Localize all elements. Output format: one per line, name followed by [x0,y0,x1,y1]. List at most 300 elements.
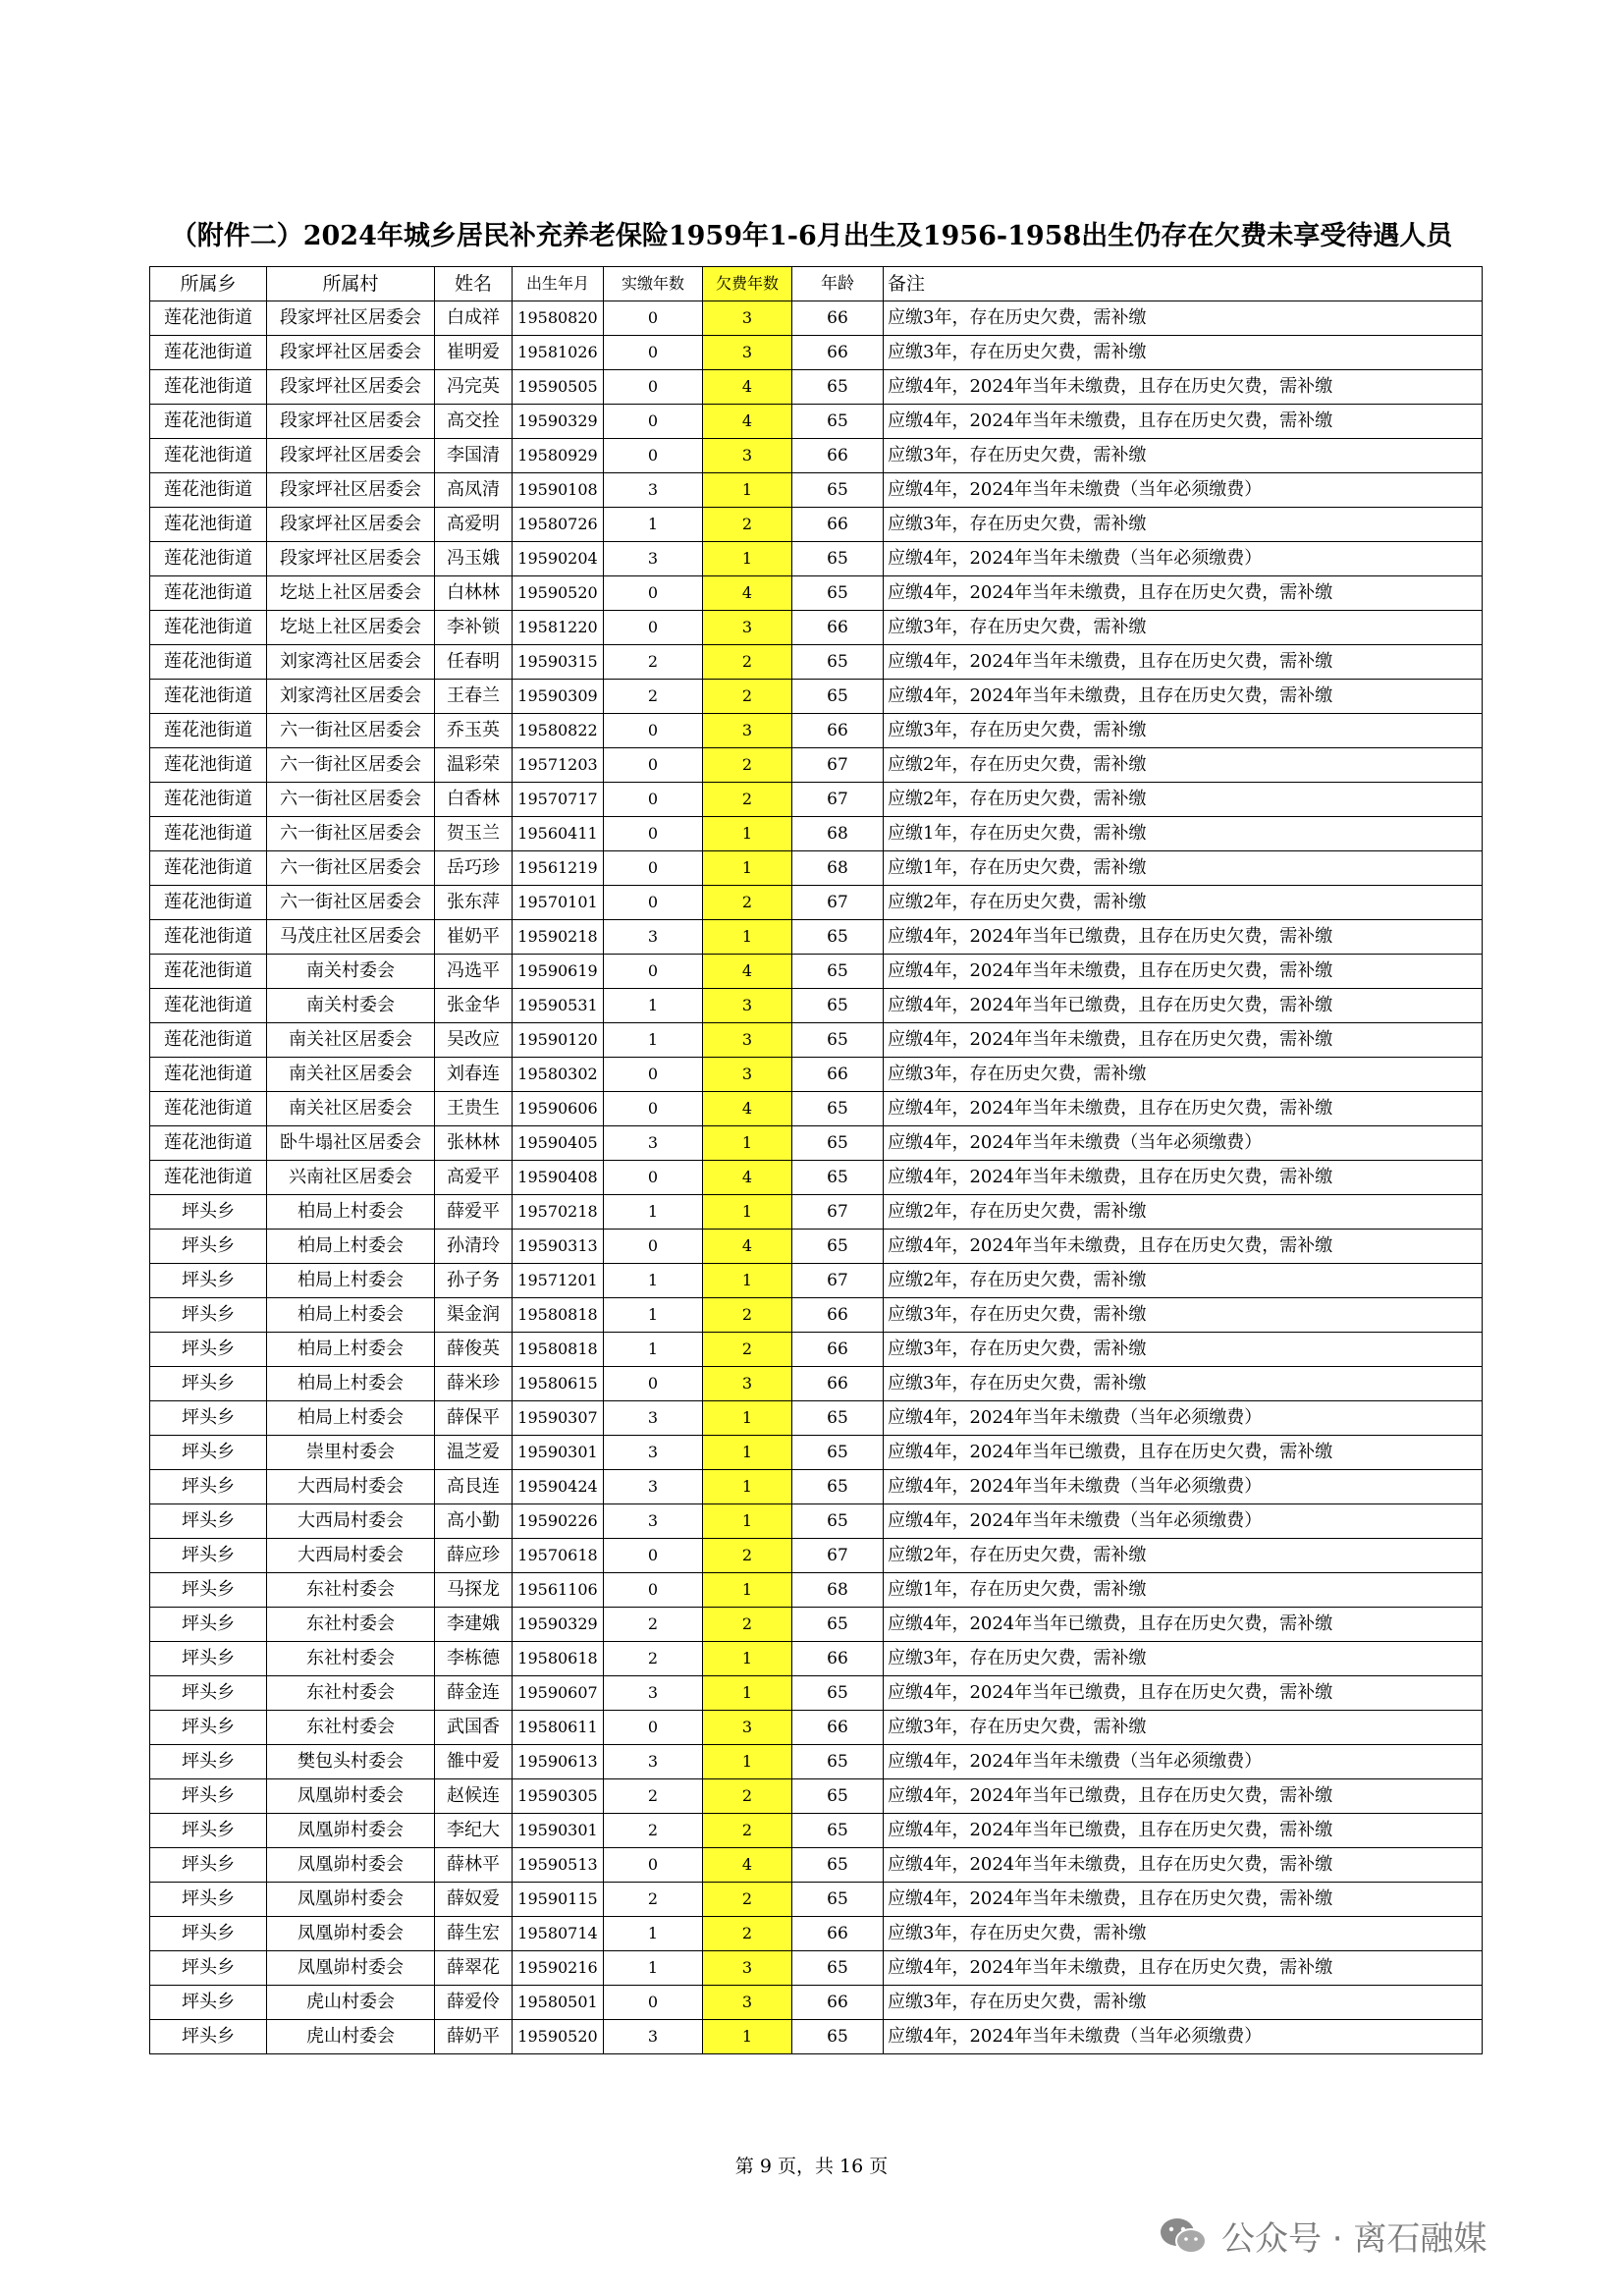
cell-age: 66 [792,439,884,473]
cell-name: 白林林 [435,576,513,611]
cell-name: 薛爱伶 [435,1986,513,2020]
cell-paid-years: 0 [604,1092,703,1126]
cell-name: 王贵生 [435,1092,513,1126]
cell-village: 大西局村委会 [267,1470,435,1504]
cell-owed-years: 1 [703,1745,792,1779]
cell-age: 66 [792,508,884,542]
cell-owed-years: 1 [703,542,792,576]
cell-village: 东社村委会 [267,1676,435,1711]
watermark [1159,2212,1487,2260]
cell-village: 南关村委会 [267,989,435,1023]
cell-age: 65 [792,1504,884,1539]
cell-birth: 19590329 [513,1608,604,1642]
cell-town: 莲花池街道 [150,405,267,439]
cell-birth: 19590307 [513,1401,604,1436]
cell-name: 张林林 [435,1126,513,1161]
cell-birth: 19561219 [513,851,604,886]
cell-town: 坪头乡 [150,1504,267,1539]
cell-owed-years: 2 [703,1539,792,1573]
cell-age: 68 [792,817,884,851]
cell-owed-years: 3 [703,1367,792,1401]
cell-village: 南关社区居委会 [267,1092,435,1126]
table-row [150,783,1483,817]
cell-note: 应缴3年，存在历史欠费，需补缴 [884,714,1483,748]
cell-village: 南关社区居委会 [267,1058,435,1092]
cell-paid-years: 1 [604,1298,703,1333]
cell-name: 王春兰 [435,680,513,714]
cell-note: 应缴3年，存在历史欠费，需补缴 [884,439,1483,473]
table-row [150,1986,1483,2020]
table-row [150,1814,1483,1848]
cell-note: 应缴3年，存在历史欠费，需补缴 [884,1333,1483,1367]
table-row [150,1333,1483,1367]
table-row [150,1745,1483,1779]
table-row [150,1298,1483,1333]
cell-village: 刘家湾社区居委会 [267,680,435,714]
cell-town: 坪头乡 [150,1676,267,1711]
cell-note: 应缴4年，2024年当年未缴费（当年必须缴费） [884,1401,1483,1436]
cell-town: 莲花池街道 [150,920,267,955]
cell-age: 65 [792,645,884,680]
cell-note: 应缴3年，存在历史欠费，需补缴 [884,1058,1483,1092]
cell-birth: 19590405 [513,1126,604,1161]
table-row [150,508,1483,542]
cell-name: 高小勤 [435,1504,513,1539]
table-row [150,886,1483,920]
cell-age: 66 [792,1986,884,2020]
cell-birth: 19571201 [513,1264,604,1298]
cell-owed-years: 4 [703,405,792,439]
cell-name: 乔玉英 [435,714,513,748]
cell-paid-years: 3 [604,1504,703,1539]
cell-age: 66 [792,714,884,748]
cell-paid-years: 3 [604,1676,703,1711]
cell-village: 六一街社区居委会 [267,714,435,748]
cell-town: 莲花池街道 [150,817,267,851]
cell-paid-years: 0 [604,748,703,783]
cell-town: 莲花池街道 [150,576,267,611]
cell-birth: 19590301 [513,1436,604,1470]
cell-village: 大西局村委会 [267,1539,435,1573]
cell-note: 应缴2年，存在历史欠费，需补缴 [884,1539,1483,1573]
cell-owed-years: 1 [703,1470,792,1504]
cell-birth: 19580726 [513,508,604,542]
table-row [150,1264,1483,1298]
cell-age: 65 [792,473,884,508]
cell-age: 65 [792,989,884,1023]
cell-owed-years: 2 [703,1814,792,1848]
cell-name: 高凤清 [435,473,513,508]
cell-age: 65 [792,1161,884,1195]
cell-birth: 19580820 [513,301,604,336]
cell-birth: 19570717 [513,783,604,817]
cell-name: 刘春连 [435,1058,513,1092]
cell-age: 65 [792,1023,884,1058]
cell-paid-years: 0 [604,955,703,989]
cell-birth: 19590216 [513,1951,604,1986]
header-birth: 出生年月 [513,267,604,301]
page-title: （附件二）2024年城乡居民补充养老保险1959年1-6月出生及1956-1958出生仍存在欠费未享受待遇人员 [170,221,1453,251]
cell-birth: 19570218 [513,1195,604,1230]
page-footer: 第 9 页，共 16 页 [734,2156,889,2177]
cell-name: 白香林 [435,783,513,817]
cell-paid-years: 0 [604,1848,703,1883]
cell-birth: 19590531 [513,989,604,1023]
cell-paid-years: 3 [604,1126,703,1161]
cell-name: 薛林平 [435,1848,513,1883]
cell-age: 65 [792,576,884,611]
header-owed-years: 欠费年数 [703,267,792,301]
cell-paid-years: 1 [604,1264,703,1298]
cell-town: 坪头乡 [150,1436,267,1470]
cell-age: 66 [792,611,884,645]
table-row [150,1676,1483,1711]
cell-village: 柏局上村委会 [267,1264,435,1298]
cell-note: 应缴2年，存在历史欠费，需补缴 [884,748,1483,783]
cell-paid-years: 2 [604,680,703,714]
cell-age: 65 [792,1883,884,1917]
cell-paid-years: 2 [604,645,703,680]
cell-town: 坪头乡 [150,2020,267,2054]
cell-town: 坪头乡 [150,1814,267,1848]
cell-note: 应缴2年，存在历史欠费，需补缴 [884,1264,1483,1298]
cell-paid-years: 3 [604,1436,703,1470]
cell-paid-years: 1 [604,1951,703,1986]
cell-town: 莲花池街道 [150,370,267,405]
cell-age: 65 [792,1608,884,1642]
cell-paid-years: 1 [604,1333,703,1367]
cell-paid-years: 0 [604,783,703,817]
cell-owed-years: 2 [703,645,792,680]
cell-name: 薛米珍 [435,1367,513,1401]
cell-town: 坪头乡 [150,1917,267,1951]
cell-owed-years: 1 [703,1195,792,1230]
cell-birth: 19580501 [513,1986,604,2020]
cell-name: 薛奶平 [435,2020,513,2054]
cell-paid-years: 2 [604,1642,703,1676]
cell-note: 应缴1年，存在历史欠费，需补缴 [884,851,1483,886]
cell-village: 南关村委会 [267,955,435,989]
cell-name: 薛保平 [435,1401,513,1436]
cell-name: 李建娥 [435,1608,513,1642]
cell-name: 薛生宏 [435,1917,513,1951]
cell-town: 坪头乡 [150,1470,267,1504]
cell-note: 应缴4年，2024年当年未缴费（当年必须缴费） [884,1745,1483,1779]
cell-age: 66 [792,1298,884,1333]
cell-owed-years: 4 [703,1230,792,1264]
cell-village: 东社村委会 [267,1711,435,1745]
cell-age: 65 [792,2020,884,2054]
table-row [150,1092,1483,1126]
table-row [150,1504,1483,1539]
cell-owed-years: 1 [703,2020,792,2054]
cell-paid-years: 1 [604,508,703,542]
cell-name: 薛翠花 [435,1951,513,1986]
table-row [150,1161,1483,1195]
cell-owed-years: 2 [703,680,792,714]
cell-name: 贺玉兰 [435,817,513,851]
cell-birth: 19590513 [513,1848,604,1883]
cell-name: 薛应珍 [435,1539,513,1573]
cell-village: 兴南社区居委会 [267,1161,435,1195]
cell-village: 凤凰峁村委会 [267,1848,435,1883]
cell-town: 坪头乡 [150,1711,267,1745]
cell-birth: 19581220 [513,611,604,645]
header-row [150,267,1483,301]
cell-name: 崔明爱 [435,336,513,370]
cell-owed-years: 2 [703,1608,792,1642]
cell-note: 应缴3年，存在历史欠费，需补缴 [884,1711,1483,1745]
cell-age: 65 [792,680,884,714]
cell-age: 65 [792,1676,884,1711]
cell-note: 应缴4年，2024年当年未缴费（当年必须缴费） [884,2020,1483,2054]
cell-owed-years: 4 [703,955,792,989]
cell-paid-years: 0 [604,1986,703,2020]
cell-age: 66 [792,1367,884,1401]
cell-birth: 19590505 [513,370,604,405]
cell-owed-years: 4 [703,1092,792,1126]
cell-town: 莲花池街道 [150,1058,267,1092]
cell-owed-years: 1 [703,1401,792,1436]
cell-town: 莲花池街道 [150,439,267,473]
header-paid-years: 实缴年数 [604,267,703,301]
cell-birth: 19590204 [513,542,604,576]
cell-village: 段家坪社区居委会 [267,336,435,370]
cell-birth: 19590424 [513,1470,604,1504]
cell-age: 67 [792,1539,884,1573]
cell-birth: 19560411 [513,817,604,851]
cell-age: 65 [792,370,884,405]
cell-village: 柏局上村委会 [267,1367,435,1401]
cell-name: 薛爱平 [435,1195,513,1230]
cell-name: 白成祥 [435,301,513,336]
cell-village: 段家坪社区居委会 [267,473,435,508]
cell-note: 应缴4年，2024年当年未缴费（当年必须缴费） [884,542,1483,576]
cell-birth: 19590226 [513,1504,604,1539]
cell-owed-years: 1 [703,1642,792,1676]
cell-birth: 19590520 [513,576,604,611]
cell-town: 莲花池街道 [150,611,267,645]
cell-town: 坪头乡 [150,1333,267,1367]
cell-age: 68 [792,851,884,886]
watermark-text: 公众号 · 离石融媒 [1221,2219,1488,2259]
cell-village: 柏局上村委会 [267,1195,435,1230]
table-row [150,1058,1483,1092]
cell-age: 66 [792,1711,884,1745]
header-name: 姓名 [435,267,513,301]
table-row [150,1470,1483,1504]
cell-name: 李补锁 [435,611,513,645]
cell-age: 65 [792,405,884,439]
cell-paid-years: 0 [604,336,703,370]
cell-age: 68 [792,1573,884,1608]
table-row [150,1539,1483,1573]
wechat-icon [1159,2216,1208,2256]
cell-town: 坪头乡 [150,1951,267,1986]
cell-owed-years: 4 [703,576,792,611]
table-row [150,301,1483,336]
cell-age: 65 [792,1779,884,1814]
cell-owed-years: 1 [703,920,792,955]
cell-owed-years: 2 [703,783,792,817]
cell-name: 任春明 [435,645,513,680]
cell-note: 应缴3年，存在历史欠费，需补缴 [884,301,1483,336]
cell-town: 莲花池街道 [150,1023,267,1058]
cell-paid-years: 0 [604,301,703,336]
cell-age: 67 [792,748,884,783]
header-age: 年龄 [792,267,884,301]
cell-village: 段家坪社区居委会 [267,301,435,336]
header-note: 备注 [884,267,1483,301]
cell-paid-years: 3 [604,1470,703,1504]
cell-name: 冯选平 [435,955,513,989]
cell-village: 六一街社区居委会 [267,748,435,783]
cell-village: 柏局上村委会 [267,1401,435,1436]
cell-note: 应缴4年，2024年当年未缴费，且存在历史欠费，需补缴 [884,1092,1483,1126]
cell-birth: 19590120 [513,1023,604,1058]
table-row [150,1195,1483,1230]
cell-town: 坪头乡 [150,1264,267,1298]
cell-town: 莲花池街道 [150,1126,267,1161]
arrears-table [149,266,1483,2054]
table-row [150,714,1483,748]
cell-village: 段家坪社区居委会 [267,508,435,542]
cell-age: 67 [792,783,884,817]
table-row [150,576,1483,611]
cell-paid-years: 3 [604,1401,703,1436]
cell-note: 应缴4年，2024年当年未缴费（当年必须缴费） [884,473,1483,508]
cell-village: 柏局上村委会 [267,1333,435,1367]
table-row [150,1951,1483,1986]
cell-name: 武国香 [435,1711,513,1745]
cell-note: 应缴3年，存在历史欠费，需补缴 [884,1642,1483,1676]
table-row [150,336,1483,370]
cell-age: 66 [792,1333,884,1367]
cell-note: 应缴4年，2024年当年未缴费，且存在历史欠费，需补缴 [884,1848,1483,1883]
cell-birth: 19580714 [513,1917,604,1951]
table-row [150,1848,1483,1883]
cell-town: 莲花池街道 [150,955,267,989]
cell-paid-years: 0 [604,611,703,645]
cell-paid-years: 0 [604,1058,703,1092]
cell-village: 虎山村委会 [267,1986,435,2020]
cell-town: 坪头乡 [150,1779,267,1814]
cell-owed-years: 2 [703,1917,792,1951]
cell-village: 卧牛塌社区居委会 [267,1126,435,1161]
cell-name: 李纪大 [435,1814,513,1848]
cell-age: 65 [792,1745,884,1779]
cell-paid-years: 0 [604,886,703,920]
cell-town: 莲花池街道 [150,508,267,542]
cell-town: 坪头乡 [150,1195,267,1230]
cell-village: 樊包头村委会 [267,1745,435,1779]
cell-name: 温彩荣 [435,748,513,783]
cell-owed-years: 3 [703,1711,792,1745]
cell-owed-years: 3 [703,336,792,370]
cell-paid-years: 0 [604,1711,703,1745]
table-row [150,1642,1483,1676]
cell-paid-years: 1 [604,989,703,1023]
cell-village: 东社村委会 [267,1608,435,1642]
cell-note: 应缴4年，2024年当年未缴费，且存在历史欠费，需补缴 [884,680,1483,714]
cell-birth: 19590313 [513,1230,604,1264]
cell-name: 崔奶平 [435,920,513,955]
cell-paid-years: 1 [604,1195,703,1230]
table-row [150,1367,1483,1401]
cell-name: 吴改应 [435,1023,513,1058]
cell-village: 凤凰峁村委会 [267,1951,435,1986]
cell-village: 圪垯上社区居委会 [267,611,435,645]
cell-owed-years: 1 [703,1504,792,1539]
cell-owed-years: 1 [703,1126,792,1161]
cell-name: 冯玉娥 [435,542,513,576]
table-row [150,645,1483,680]
cell-note: 应缴3年，存在历史欠费，需补缴 [884,336,1483,370]
cell-note: 应缴4年，2024年当年未缴费（当年必须缴费） [884,1504,1483,1539]
cell-village: 马茂庄社区居委会 [267,920,435,955]
cell-owed-years: 1 [703,851,792,886]
cell-village: 大西局村委会 [267,1504,435,1539]
cell-village: 凤凰峁村委会 [267,1917,435,1951]
cell-birth: 19571203 [513,748,604,783]
cell-town: 莲花池街道 [150,336,267,370]
table-row [150,370,1483,405]
cell-village: 六一街社区居委会 [267,886,435,920]
cell-birth: 19580302 [513,1058,604,1092]
cell-note: 应缴4年，2024年当年已缴费，且存在历史欠费，需补缴 [884,1814,1483,1848]
cell-village: 柏局上村委会 [267,1230,435,1264]
cell-name: 薛奴爱 [435,1883,513,1917]
cell-village: 六一街社区居委会 [267,817,435,851]
table-header [150,267,1483,301]
cell-town: 坪头乡 [150,1539,267,1573]
cell-note: 应缴4年，2024年当年未缴费，且存在历史欠费，需补缴 [884,955,1483,989]
cell-birth: 19590408 [513,1161,604,1195]
table-row [150,1883,1483,1917]
cell-note: 应缴4年，2024年当年未缴费，且存在历史欠费，需补缴 [884,576,1483,611]
table-row [150,405,1483,439]
cell-owed-years: 3 [703,1023,792,1058]
cell-age: 65 [792,1951,884,1986]
cell-village: 东社村委会 [267,1642,435,1676]
cell-birth: 19580615 [513,1367,604,1401]
cell-name: 孙清玲 [435,1230,513,1264]
cell-age: 66 [792,336,884,370]
cell-note: 应缴4年，2024年当年未缴费，且存在历史欠费，需补缴 [884,1230,1483,1264]
cell-birth: 19581026 [513,336,604,370]
cell-town: 莲花池街道 [150,1092,267,1126]
cell-village: 凤凰峁村委会 [267,1814,435,1848]
cell-age: 66 [792,1058,884,1092]
cell-age: 65 [792,1814,884,1848]
cell-paid-years: 0 [604,439,703,473]
cell-paid-years: 0 [604,1230,703,1264]
cell-town: 莲花池街道 [150,645,267,680]
cell-village: 东社村委会 [267,1573,435,1608]
cell-village: 柏局上村委会 [267,1298,435,1333]
cell-note: 应缴4年，2024年当年未缴费，且存在历史欠费，需补缴 [884,370,1483,405]
table-row [150,817,1483,851]
cell-note: 应缴2年，存在历史欠费，需补缴 [884,886,1483,920]
cell-birth: 19580929 [513,439,604,473]
cell-name: 渠金润 [435,1298,513,1333]
cell-birth: 19590520 [513,2020,604,2054]
cell-town: 莲花池街道 [150,301,267,336]
cell-age: 65 [792,955,884,989]
cell-age: 67 [792,1195,884,1230]
cell-note: 应缴3年，存在历史欠费，需补缴 [884,611,1483,645]
cell-village: 六一街社区居委会 [267,851,435,886]
